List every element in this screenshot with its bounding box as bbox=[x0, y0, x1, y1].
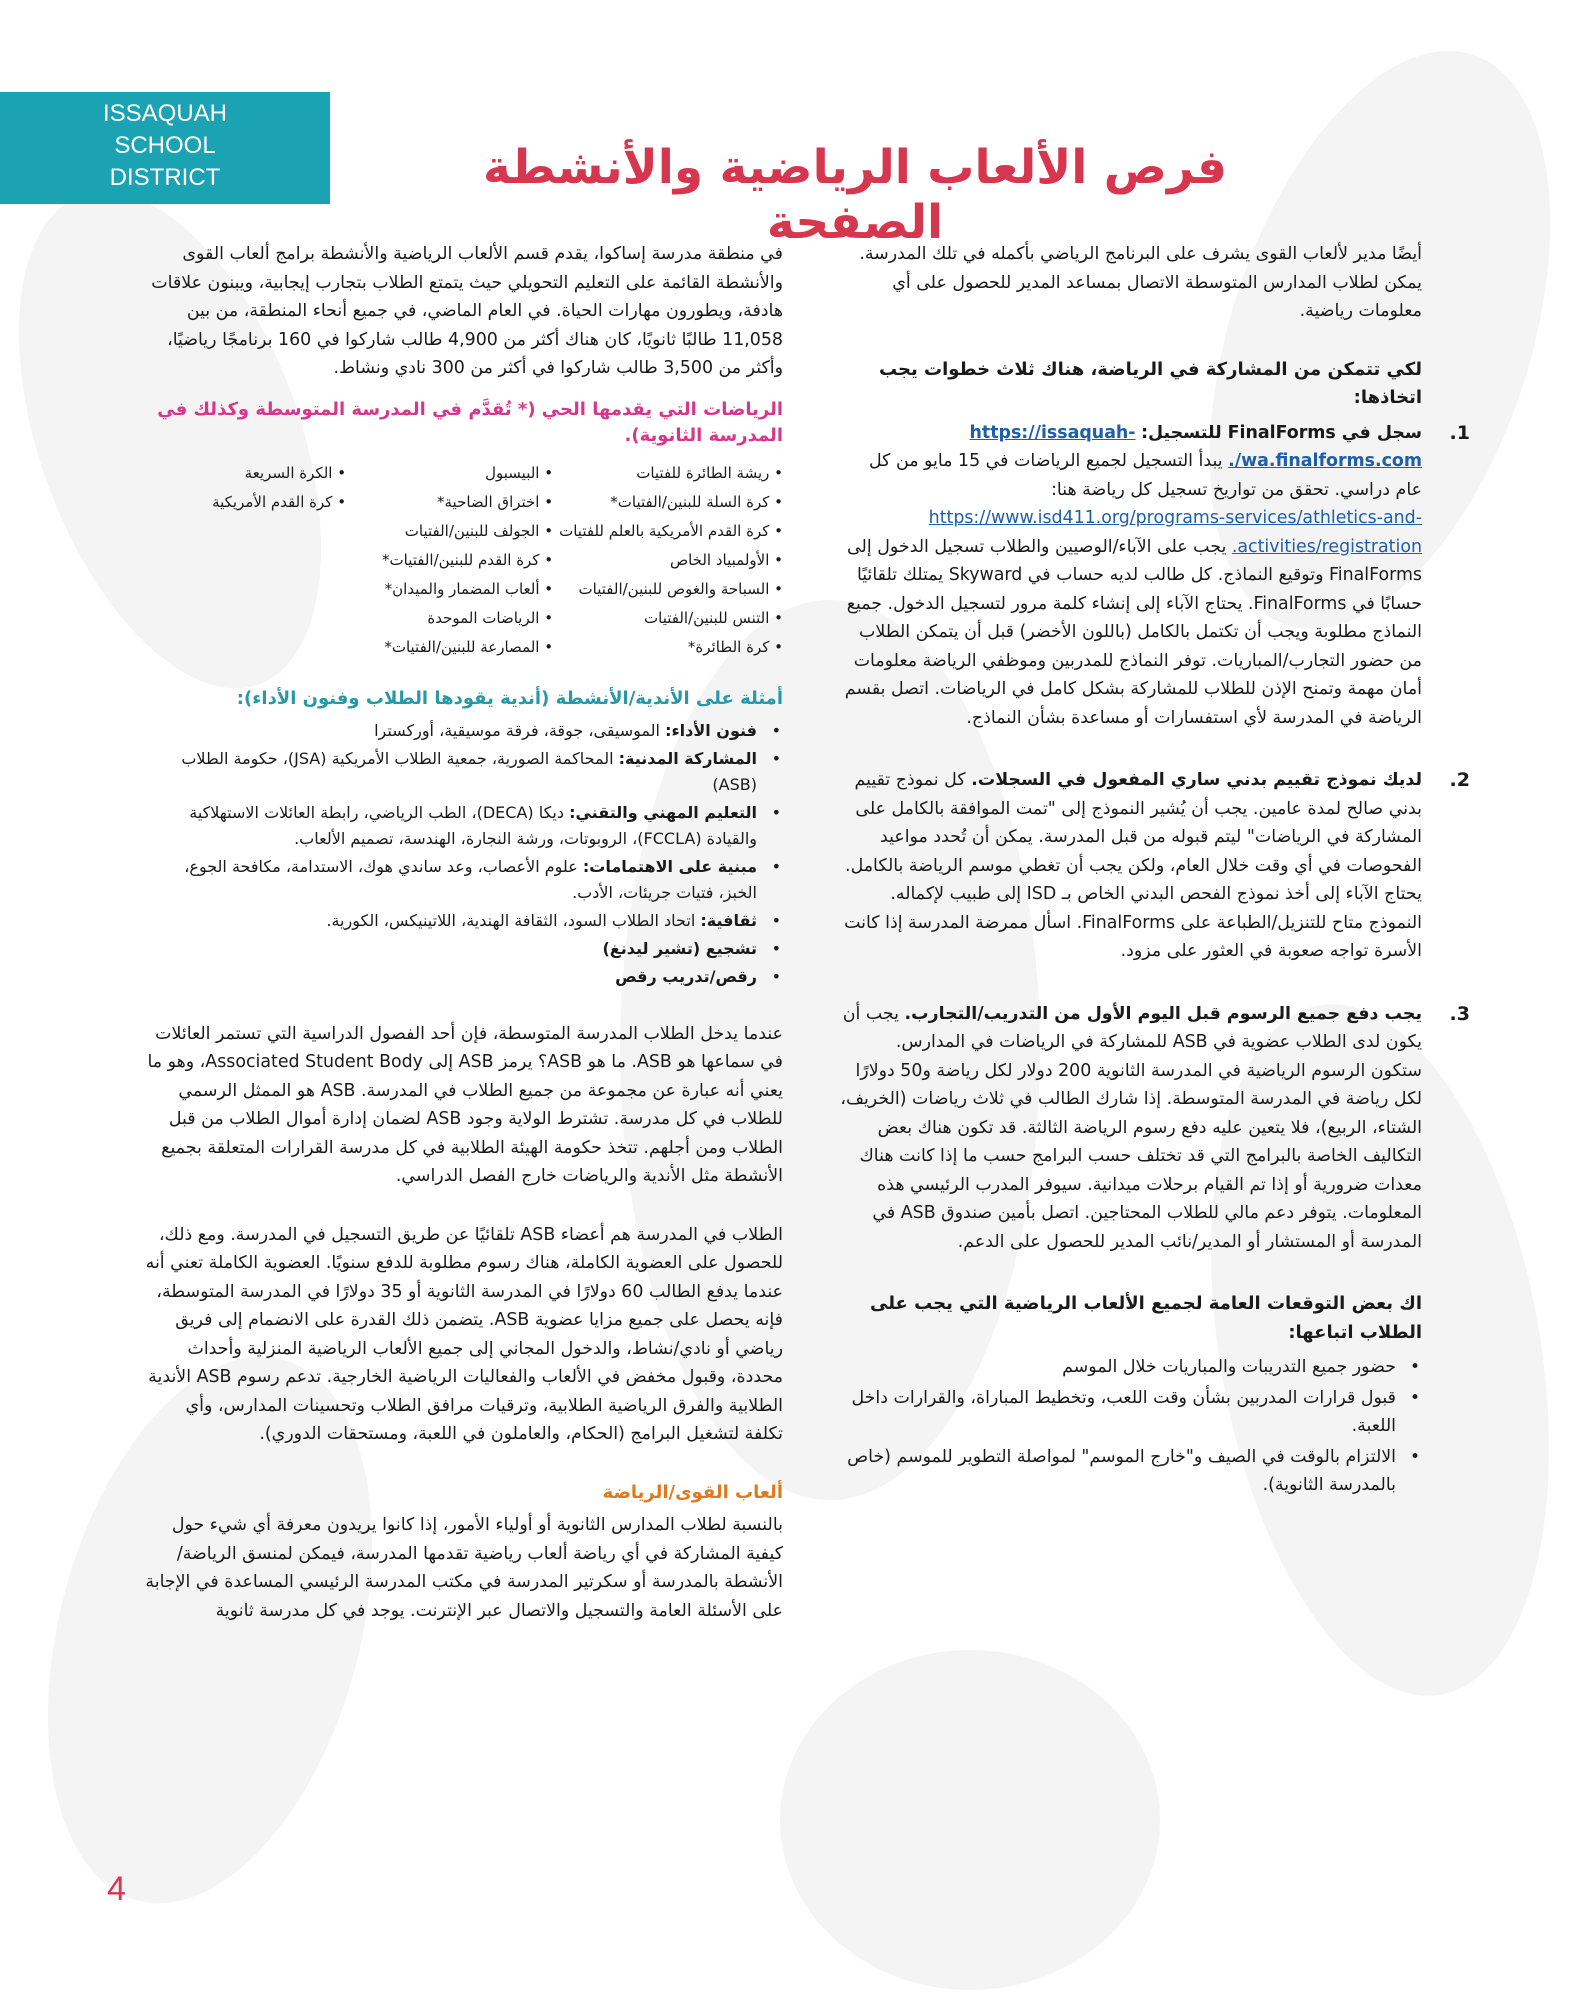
step-number: 1. bbox=[1449, 421, 1470, 444]
step-item bbox=[840, 1000, 1470, 1257]
athletics-paragraph: بالنسبة لطلاب المدارس الثانوية أو أولياء الأمور، إذا كانوا يريدون معرفة أي شيء حول كيفية المشاركة في أي رياضة ألعاب رياضية تقدمها المدرسة، فيمكن لمنسق الرياضة/الأنشطة بالمدرسة أو سكرتير المدرسة في مكتب المدرسة الرئيسي المساعدة في الإجابة على الأسئلة العامة والتسجيل والاتصال عبر الإنترنت. يوجد في كل مدرسة ثانوية bbox=[145, 1515, 783, 1621]
sport-item: • الجولف للبنين/الفتيات bbox=[352, 517, 553, 546]
sports-heading: الرياضات التي يقدمها الحي (* تُقدَّم في المدرسة المتوسطة وكذلك في المدرسة الثانوية). bbox=[157, 398, 783, 446]
sport-item: • كرة السلة للبنين/الفتيات* bbox=[559, 488, 783, 517]
club-examples: اتحاد الطلاب السود، الثقافة الهندية، اللاتينيكس، الكورية. bbox=[326, 910, 701, 930]
list-item: • قبول قرارات المدربين بشأن وقت اللعب، وتخطيط المباراة، والقرارات داخل اللعبة. bbox=[840, 1384, 1396, 1441]
step-title: يجب دفع جميع الرسوم قبل اليوم الأول من التدريب/التجارب. bbox=[904, 1003, 1422, 1024]
list-item: • حضور جميع التدريبات والمباريات خلال الموسم bbox=[840, 1353, 1396, 1382]
sport-item: • المصارعة للبنين/الفتيات* bbox=[352, 633, 553, 662]
sport-item: • السباحة والغوص للبنين/الفتيات bbox=[559, 575, 783, 604]
intro-paragraph: أيضًا مدير لألعاب القوى يشرف على البرنامج الرياضي بأكمله في تلك المدرسة. يمكن لطلاب المدارس المتوسطة الاتصال بمساعد المدير للحصول على أي معلومات رياضية. bbox=[859, 244, 1422, 321]
sport-item: • كرة القدم الأمريكية bbox=[145, 488, 346, 517]
list-item bbox=[145, 800, 757, 852]
finalforms-link[interactable]: https://issaquah-wa.finalforms.com/. bbox=[969, 422, 1422, 471]
steps-list bbox=[840, 419, 1470, 1257]
page-title: فرص الألعاب الرياضية والأنشطة الصفحة bbox=[483, 140, 1227, 250]
asb-paragraph: عندما يدخل الطلاب المدرسة المتوسطة، فإن أحد الفصول الدراسية التي تستمر العائلات في سماعها هو ASB. ما هو ASB؟ يرمز ASB إلى Associated Student Body، وهو ما يعني أنه عبارة عن مجموعة من جميع الطلاب في المدرسة. ASB هو الممثل الرسمي للطلاب في كل مدرسة. تشترط الولاية وجود ASB لضمان إدارة أموال الطلاب من قبل الطلاب ومن أجلهم. تتخذ حكومة الهيئة الطلابية في كل مدرسة القرارات المتعلقة بجميع الأنشطة مثل الأندية والرياضات خارج الفصل الدراسي. bbox=[147, 1023, 783, 1186]
sport-item: • كرة الطائرة* bbox=[559, 633, 783, 662]
sport-item: • كرة القدم للبنين/الفتيات* bbox=[352, 546, 553, 575]
sports-list bbox=[145, 459, 783, 662]
club-examples: المحاكمة الصورية، جمعية الطلاب الأمريكية (JSA)، حكومة الطلاب (ASB) bbox=[181, 748, 757, 794]
clubs-heading: أمثلة على الأندية/الأنشطة (أندية يقودها الطلاب وفنون الأداء): bbox=[236, 687, 783, 709]
list-item: • الالتزام بالوقت في الصيف و"خارج الموسم" لمواصلة التطوير للموسم (خاص بالمدرسة الثانوية). bbox=[840, 1443, 1396, 1500]
step-text: يجب أن يكون لدى الطلاب عضوية في ASB للمشاركة في الرياضات في المدارس. ستكون الرسوم الرياضية في المدرسة الثانوية 200 دولار لكل رياضة و50 دولارًا لكل رياضة في المدرسة المتوسطة. إذا شارك الطالب في ثلاث رياضات (الخريف، الشتاء، الربيع)، فلا يتعين عليه دفع رسوم الرياضة الثالثة. قد تكون هناك بعض التكاليف الخاصة بالبرامج التي قد تختلف حسب البرامج حسب ما إذا كانت هناك معدات ضرورية أو إذا تم القيام برحلات ميدانية. سيوفر المدرب الرئيسي هذه المعلومات. يتوفر دعم مالي للطلاب المحتاجين. اتصل بأمين صندوق ASB في المدرسة أو المستشار أو المدير/نائب المدير للحصول على الدعم. bbox=[840, 1003, 1422, 1252]
expectations-heading: اك بعض التوقعات العامة لجميع الألعاب الرياضية التي يجب على الطلاب اتباعها: bbox=[869, 1293, 1422, 1343]
step-title: سجل في FinalForms للتسجيل: bbox=[1141, 422, 1422, 443]
club-examples: علوم الأعصاب، وعد ساندي هوك، الاستدامة، مكافحة الجوع، الخبز، فتيات جريئات، الأدب. bbox=[184, 856, 757, 902]
club-category: ثقافية: bbox=[700, 910, 757, 930]
athletics-heading: ألعاب القوى/الرياضة bbox=[602, 1481, 783, 1503]
sport-item: • كرة القدم الأمريكية بالعلم للفتيات bbox=[559, 517, 783, 546]
left-column bbox=[145, 240, 783, 1625]
list-item bbox=[145, 854, 757, 906]
sport-item: • ريشة الطائرة للفتيات bbox=[559, 459, 783, 488]
sport-item: • اختراق الضاحية* bbox=[352, 488, 553, 517]
asb-paragraph: الطلاب في المدرسة هم أعضاء ASB تلقائيًا عن طريق التسجيل في المدرسة. ومع ذلك، للحصول على العضوية الكاملة، هناك رسوم مطلوبة للدفع سنويًا. العضوية الكاملة تعني أنه عندما يدفع الطالب 60 دولارًا في المدرسة الثانوية أو 35 دولارًا في المدرسة المتوسطة، فإنه يحصل على جميع مزايا عضوية ASB. يتضمن ذلك القدرة على الانضمام إلى فريق رياضي أو نادي/نشاط، والدخول المجاني إلى جميع الألعاب الرياضية المنزلية وأحداث محددة، وقبول مخفض في الألعاب والفعاليات الرياضية الخارجية. تدعم رسوم ASB الأندية الطلابية والفرق الرياضية الطلابية، وترقيات مرافق الطلاب وتحسينات المدارس، وأي تكلفة لتشغيل البرامج (الحكام، والعاملون في اللعبة، ومستحقات الدوري). bbox=[145, 1224, 783, 1444]
step-number: 3. bbox=[1449, 1002, 1470, 1025]
step-item bbox=[840, 766, 1470, 966]
expectations-list bbox=[840, 1353, 1422, 1500]
sport-item: • الكرة السريعة bbox=[145, 459, 346, 488]
sport-item: • التنس للبنين/الفتيات bbox=[559, 604, 783, 633]
district-line-3: DISTRICT bbox=[109, 164, 221, 191]
registration-link[interactable]: https://www.isd411.org/programs-services/athletics-and-activities/registration. bbox=[928, 508, 1422, 557]
step-text: كل نموذج تقييم بدني صالح لمدة عامين. يجب أن يُشير النموذج إلى "تمت الموافقة بالكامل على المشاركة في الرياضات" ليتم قبوله من قبل المدرسة. يمكن أن تُحدد مواعيد الفحوصات في أي وقت خلال العام، ولكن يجب أن تغطي موسم الرياضة بالكامل. يحتاج الآباء إلى أخذ نموذج الفحص البدني الخاص بـ ISD إلى طبيب لإكماله. النموذج متاح للتنزيل/الطباعة على FinalForms. اسأل ممرضة المدرسة إذا كانت الأسرة تواجه صعوبة في العثور على مزود. bbox=[844, 770, 1422, 961]
club-category: المشاركة المدنية: bbox=[618, 748, 757, 768]
sport-item: • ألعاب المضمار والميدان* bbox=[352, 575, 553, 604]
step-item bbox=[840, 419, 1470, 733]
sport-item: • الرياضات الموحدة bbox=[352, 604, 553, 633]
background-silhouette bbox=[780, 1650, 1160, 1990]
sport-item: • الأولمبياد الخاص bbox=[559, 546, 783, 575]
sport-item: • البيسبول bbox=[352, 459, 553, 488]
step-text: يبدأ التسجيل لجميع الرياضات في 15 مايو من كل عام دراسي. تحقق من تواريخ تسجيل كل رياضة هنا: bbox=[868, 451, 1422, 500]
clubs-list bbox=[145, 718, 783, 990]
list-item bbox=[145, 936, 757, 962]
club-category: رقص/تدريب رقص bbox=[615, 966, 757, 986]
step-title: لديك نموذج تقييم بدني ساري المفعول في السجلات. bbox=[971, 770, 1422, 790]
club-category: مبنية على الاهتمامات: bbox=[582, 856, 757, 876]
club-category: فنون الأداء: bbox=[665, 720, 757, 740]
district-line-1: ISSAQUAH bbox=[102, 100, 228, 127]
list-item bbox=[145, 746, 757, 798]
district-logo-box bbox=[0, 92, 330, 204]
club-examples: ديكا (DECA)، الطب الرياضي، رابطة العائلات الاستهلاكية والقيادة (FCCLA)، الروبوتات، ورشة النجارة، الهندسة، تصميم الألعاب. bbox=[189, 802, 757, 848]
club-examples: الموسيقى، جوقة، فرقة موسيقية، أوركسترا bbox=[374, 720, 666, 740]
intro-paragraph: في منطقة مدرسة إساكوا، يقدم قسم الألعاب الرياضية والأنشطة برامج ألعاب القوى والأنشطة القائمة على التعليم التحويلي حيث يتمتع الطلاب بتجارب إيجابية، ويبنون علاقات هادفة، ويطورون مهارات الحياة. في العام الماضي، في جميع أنحاء المنطقة، من بين 11,058 طالبًا ثانويًا، كان هناك أكثر من 4,900 طالب شاركوا في 160 برنامجًا رياضيًا، وأكثر من 3,500 طالب شاركوا في أكثر من 300 نادي ونشاط. bbox=[151, 244, 783, 378]
list-item bbox=[145, 908, 757, 934]
list-item bbox=[145, 718, 757, 744]
club-category: تشجيع (تشير ليدنغ) bbox=[602, 938, 757, 958]
page-number: 4 bbox=[107, 1870, 126, 1908]
district-line-2: SCHOOL bbox=[114, 132, 216, 159]
step-text: يجب على الآباء/الوصيين والطلاب تسجيل الدخول إلى FinalForms وتوقيع النماذج. كل طالب لديه حساب في Skyward يمتلك تلقائيًا حسابًا في FinalForms. يحتاج الآباء إلى إنشاء كلمة مرور لتسجيل الدخول. جميع النماذج مطلوبة ويجب أن تكتمل بالكامل (باللون الأخضر) قبل أن يتمكن الطلاب من حضور التجارب/المباريات. توفر النماذج للمدربين وموظفي الرياضة معلومات أمان مهمة وتمنح الإذن للطلاب للمشاركة بشكل كامل في الرياضات. اتصل بقسم الرياضة في المدرسة لأي استفسارات أو مساعدة بشأن النماذج. bbox=[844, 536, 1422, 728]
list-item bbox=[145, 964, 757, 990]
step-number: 2. bbox=[1449, 769, 1470, 791]
club-category: التعليم المهني والتقني: bbox=[569, 802, 757, 822]
steps-heading: لكي تتمكن من المشاركة في الرياضة، هناك ثلاث خطوات يجب اتخاذها: bbox=[878, 358, 1422, 408]
right-column bbox=[840, 240, 1470, 1502]
